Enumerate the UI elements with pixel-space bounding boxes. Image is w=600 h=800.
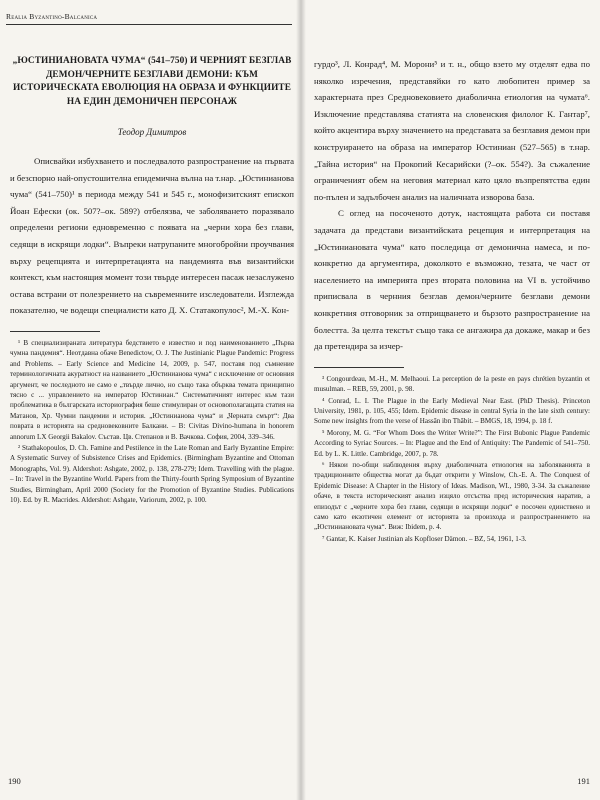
right-footnotes [314, 374, 590, 545]
footnote: ⁶ Някои по-общи наблюдения върху диаболичната етиология на заболяванията в традиционните общества могат да бъдат открити у Winslow, Ch.-E. A. The Conquest of Epidemic Disease: A Chapter in the History of Ideas. Madison, WI., 1980, 3-34. За съжаление обаче, в текста историческият анализ изцяло отсъства пред историческия наратив, а епизодът с „черните хора без глави, седящи в искрящи лодки“ е посочен единствено и само като екзотичен елемент от историята за произхода и разпространението на „Юстиниановата чума“. Виж: Ibidem, p. 4. [314, 460, 590, 532]
footnote: ⁵ Morony, M. G. “For Whom Does the Writer Write?”: The First Bubonic Plague Pandemic According to Syriac Sources. – In: Plague and the End of Antiquity: The Pandemic of 541–750. Ed. by L. K. Little. Cambridge, 2007, p. 78. [314, 428, 590, 458]
article-author: Теодор Димитров [117, 127, 187, 137]
right-page [300, 0, 600, 800]
article-title: „ЮСТИНИАНОВАТА ЧУМА“ (541–750) И ЧЕРНИЯТ БЕЗГЛАВ ДЕМОН/ЧЕРНИТЕ БЕЗГЛАВИ ДЕМОНИ: КЪМ ИСТОРИЧЕСКАТА ЕВОЛЮЦИЯ НА ОБРАЗА И ФУНКЦИИТЕ НА ЕДИН ДЕМОНИЧЕН ПЕРСОНАЖ [12, 56, 292, 107]
footnote: ³ Congourdeau, M.-H., M. Melhaoui. La perception de la peste en pays chrétien byzantin et musulman. – REB, 59, 2001, p. 98. [314, 374, 590, 394]
body-paragraph: Описвайки избухването и последвалото разпространение на първата и безспорно най-опустошителна епидемична вълна на т.нар. „Юстинианова чума“ (541–750)¹ в периода между 541 и 545 г., монофизитският епископ Йоан Ефески (ок. 507?–ок. 589?) отбелязва, че заболяването поразявало определени региони едновременно с появата на „черни хора без глави, седящи в искрящи лодки“. Въпреки натрупаните многобройни проучвания върху рецепцията и интерпретацията на пандемията във византийски контекст, към настоящия момент този твърде интересен пасаж незаслужено остава встрани от полезрението на съвременните изследователи. Изглежда показателно, че водещи специалисти като Д. Х. Статакопулос², М.-Х. Кон- [10, 156, 294, 316]
page-number: 190 [8, 776, 21, 786]
page-number: 191 [577, 776, 590, 786]
left-body-text [10, 153, 294, 319]
footnote: ⁷ Gantar, K. Kaiser Justinian als Kopfloser Dämon. – BZ, 54, 1961, 1-3. [322, 534, 527, 543]
footnote: ² Stathakopoulos, D. Ch. Famine and Pestilence in the Late Roman and Early Byzantine Empire: A Systematic Survey of Subsistence Crises and Epidemics. (Birmingham Byzantine and Ottoman Monographs, Vol. 9). Aldershot: Ashgate, 2002, p. 138, 278-279; Idem. Travelling with the plague. – In: Travel in the Byzantine World. Papers from the Thirty-fourth Spring Symposium of Byzantine Studies, Birmingham, April 2000 (Society for the Promotion of Byzantine Studies. Publications 10). Ed. by R. Macrides. Aldershot: Ashgate, Variorum, 2002, p. 100. [10, 444, 294, 505]
body-paragraph: С оглед на посоченото дотук, настоящата работа си поставя задачата да представи византийската рецепция и интерпретация на „Юстиниановата чума“ като последица от демонична намеса, и по-конкретно да аргументира, доколкото е възможно, тезата, че част от населението на империята през втората половина на VI в. устойчиво приписвала в чернния безглав демон/черните безглави демони конкретния отговорник за отприщването и бързото разпространение на болестта. За целта текстът също така се ангажира да докаже, макар и без да претендира за изчер- [314, 208, 590, 352]
footnote-rule [314, 367, 404, 368]
footnote: ¹ В специализираната литература бедствието е известно и под наименованието „Първа чумна пандемия“. Неотдавна обаче Benedictow, O. J. The Justinianic Plague Pandemic: Progress and Problems. – Early Science and Medicine 14, 2009, p. 547, поставя под съмнение терминологичната акуратност на названието „Юстинианова чума“ с исключение от основния аргумент, че последното не само е „твърде лично, но също така обърква темата принципно тясно с ... управлението на император Юстиниан.“ Систематичният интерес към тази проблематика в българската историография беше стимулиран от основополагащата статия на Матанов, Хр. Чумни пандемии и история. „Юстинианова чума“ и „Черната смърт“: Два поврата в историята на средновековните Балкани. – В: Civitas Divino-humana in honorem annorum LX Georgii Bakalov. Състав. Цв. Степанов и В. Вачкова. София, 2004, 339–346. [10, 338, 294, 441]
running-head: Realia Byzantino-Balcanica [6, 12, 98, 21]
left-footnotes [10, 338, 294, 506]
right-body-text [314, 56, 590, 355]
book-gutter [296, 0, 306, 800]
body-paragraph: гурдо³, Л. Конрад⁴, М. Морони⁵ и т. н., общо взето му отделят едва по няколко изречения, представяйки го като любопитен пример за характерната през Средновековието диаболична етиология на чумата⁶. Изключение представлява статията на словенския филолог К. Гантар⁷, който акцентира върху значението на представата за безглавия демон при конструирането на образа на император Юстиниан (527–565) в т.нар. „Тайна история“ на Прокопий Кесарийски (?–ок. 554?). За съжаление ограниченият обем на неговия материал като цяло възпрепятства един по-пълен и задълбочен анализ на наличната изворова база. [314, 59, 590, 202]
footnote: ⁴ Conrad, L. I. The Plague in the Early Medieval Near East. (PhD Thesis). Princeton University, 1981, p. 105, 455; Idem. Epidemic disease in central Syria in the late sixth century: Some new insights from the verse of Hassān ibn Thābit. – BMGS, 18, 1994, p. 18 f. [314, 396, 590, 426]
footnote-rule [10, 331, 100, 332]
header-rule [6, 24, 292, 25]
